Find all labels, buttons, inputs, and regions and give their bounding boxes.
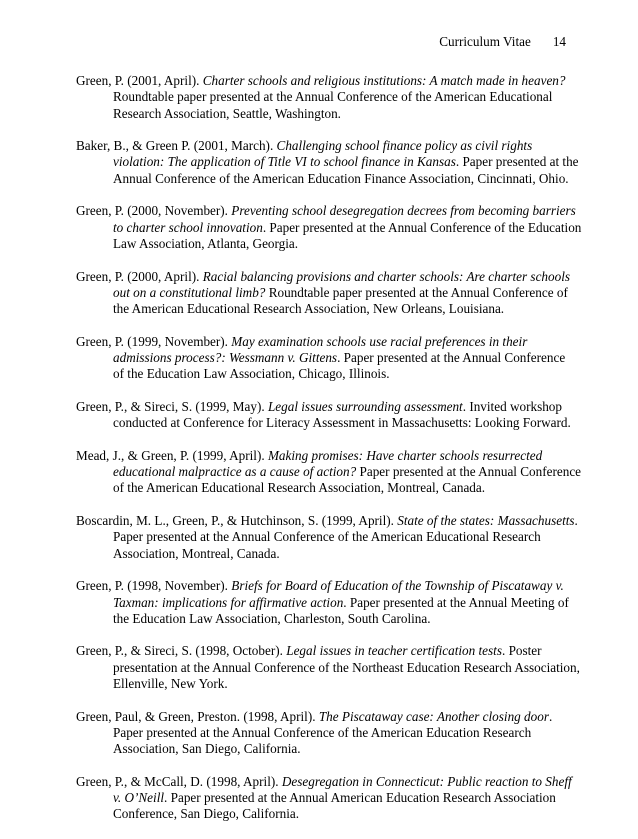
citation-title-text: violation: The application of Title VI to school finance in Kansas — [113, 154, 456, 170]
citation-line — [76, 171, 572, 187]
citation-line — [76, 578, 572, 594]
citation-line — [76, 595, 572, 611]
citation-line — [76, 643, 572, 659]
citation-title-text: Legal issues surrounding assessment — [267, 398, 463, 414]
citation-text: Green, P. (1999, November). — [76, 333, 232, 349]
citation-text: Roundtable paper presented at the Annual Conference of the American Educational — [113, 89, 553, 105]
citation-title-text: Preventing school desegregation decrees from becoming barriers — [231, 203, 576, 219]
citation-text: Law Association, Atlanta, Georgia. — [113, 235, 299, 251]
citation-text: . Paper presented at the Annual Meeting of — [343, 594, 569, 610]
citation-text: Green, P., & McCall, D. (1998, April). — [76, 773, 282, 789]
citation-entry — [76, 203, 582, 252]
citation-title-text: Taxman: implications for affirmative action — [113, 594, 344, 610]
citation-text: . — [574, 513, 578, 529]
citation-entry — [76, 447, 582, 497]
citation-line — [76, 269, 572, 285]
citation-line — [76, 611, 572, 627]
citation-line — [76, 529, 572, 545]
citation-entry — [76, 73, 572, 122]
citation-text: . Poster — [501, 643, 542, 659]
citation-title-text: out on a constitutional limb? — [113, 284, 266, 300]
citation-line — [76, 790, 572, 806]
citation-text: presentation at the Annual Conference of the Northeast Education Research Association, — [113, 659, 580, 675]
citation-title-text: v. O’Neill — [113, 790, 165, 806]
citation-text: . Paper presented at the Annual Conference — [337, 350, 566, 366]
citation-text: . Paper presented at the Annual Conference of the Education — [262, 219, 582, 235]
citation-title-text: The Piscataway case: Another closing door — [318, 708, 549, 724]
citation-line — [76, 399, 572, 415]
citation-line — [76, 350, 572, 366]
citation-title-text: Desegregation in Connecticut: Public reaction to Sheff — [281, 773, 572, 789]
citation-text: . — [548, 708, 553, 724]
citation-title-text: State of the states: Massachusetts — [397, 513, 575, 529]
citation-title-text: Legal issues in teacher certification tests — [286, 643, 502, 659]
citation-text: Green, P. (2001, April). — [76, 73, 203, 88]
citation-text: Paper presented at the Annual Conference of the American Educational Research — [113, 529, 541, 545]
citation-line — [76, 219, 582, 236]
citation-text: Ellenville, New York. — [113, 675, 228, 691]
header-title: Curriculum Vitae — [439, 34, 531, 49]
citation-title-text: May examination schools use racial preferences in their — [231, 333, 528, 349]
citation-text: of the Education Law Association, Chicago, Illinois. — [113, 366, 390, 382]
citation-line — [76, 448, 572, 464]
citation-title-text: Challenging school finance policy as civil rights — [276, 138, 533, 154]
citation-line — [76, 154, 579, 170]
citation-entry — [76, 138, 579, 187]
citation-line — [76, 73, 572, 89]
citation-entry — [76, 269, 572, 318]
citation-text: the American Educational Research Association, New Orleans, Louisiana. — [113, 301, 505, 317]
citation-entry — [76, 334, 572, 383]
citation-line — [76, 138, 572, 154]
citation-text: Green, P., & Sireci, S. (1999, May). — [76, 398, 268, 414]
citation-line — [76, 415, 572, 431]
citation-line — [76, 301, 572, 317]
citation-entry — [76, 513, 578, 562]
citation-text: Green, P., & Sireci, S. (1998, October). — [76, 643, 287, 659]
citation-text: Roundtable paper presented at the Annual Conference of — [265, 284, 568, 300]
citation-line — [76, 334, 572, 350]
citation-text: Paper presented at the Annual Conference — [356, 464, 582, 480]
citation-title-text: educational malpractice as a cause of action? — [113, 464, 357, 480]
page-number: 14 — [552, 34, 566, 49]
citation-line — [76, 89, 572, 105]
citation-line — [76, 106, 572, 122]
citation-line — [76, 659, 580, 676]
citation-text: conducted at Conference for Literacy Assessment in Massachusetts: Looking Forward. — [113, 415, 571, 431]
citation-line — [76, 774, 572, 790]
citation-title-text: admissions process?: Wessmann v. Gittens — [113, 350, 338, 366]
citation-line — [76, 709, 572, 725]
citation-text: . Invited workshop — [462, 398, 562, 414]
citation-line — [76, 480, 572, 496]
citation-text: Green, P. (2000, November). — [76, 203, 232, 219]
citation-text: Paper presented at the Annual Conference of the American Education Research — [113, 724, 532, 740]
citation-title-text: Briefs for Board of Education of the Township of Piscataway v. — [231, 578, 564, 594]
citation-entry — [76, 709, 572, 758]
citation-text: Association, San Diego, California. — [113, 741, 301, 757]
citation-text: Association, Montreal, Canada. — [113, 545, 280, 561]
citation-text: of the American Educational Research Association, Montreal, Canada. — [113, 480, 486, 496]
citation-text: the Education Law Association, Charleston, South Carolina. — [113, 610, 431, 626]
citation-text: Green, P. (2000, April). — [76, 268, 203, 284]
citation-line — [76, 676, 572, 692]
citation-entry — [76, 578, 572, 627]
citation-text: Research Association, Seattle, Washington. — [113, 105, 341, 121]
citation-line — [76, 366, 572, 382]
citation-entry — [76, 774, 572, 823]
citation-title-text: Racial balancing provisions and charter schools: Are charter schools — [202, 268, 570, 284]
citation-line — [76, 806, 572, 822]
citation-line — [76, 236, 572, 252]
citation-entry — [76, 643, 580, 692]
page-header — [439, 34, 566, 50]
citation-text: Green, Paul, & Green, Preston. (1998, April). — [76, 708, 319, 724]
citation-text: Green, P. (1998, November). — [76, 578, 232, 594]
citation-text: Mead, J., & Green, P. (1999, April). — [76, 447, 268, 463]
citation-line — [76, 464, 582, 480]
citation-text: Boscardin, M. L., Green, P., & Hutchinson, S. (1999, April). — [76, 513, 398, 529]
citation-line — [76, 513, 578, 529]
citation-line — [76, 546, 572, 562]
citation-text: . Paper presented at the — [455, 154, 579, 170]
citation-text: Conference, San Diego, California. — [113, 806, 300, 822]
publication-list — [76, 73, 582, 839]
citation-line — [76, 741, 572, 757]
citation-line — [76, 203, 576, 219]
citation-text: . Paper presented at the Annual American Education Research Association — [164, 790, 556, 806]
citation-line — [76, 725, 572, 741]
citation-title-text: Making promises: Have charter schools resurrected — [267, 447, 543, 463]
citation-text: Baker, B., & Green P. (2001, March). — [76, 138, 277, 154]
citation-text: Annual Conference of the American Education Finance Association, Cincinnati, Ohio. — [113, 170, 569, 186]
citation-title-text: to charter school innovation — [113, 219, 263, 235]
citation-title-text: Charter schools and religious institutions: A match made in heaven? — [202, 73, 566, 88]
citation-line — [76, 285, 572, 301]
citation-entry — [76, 399, 572, 432]
